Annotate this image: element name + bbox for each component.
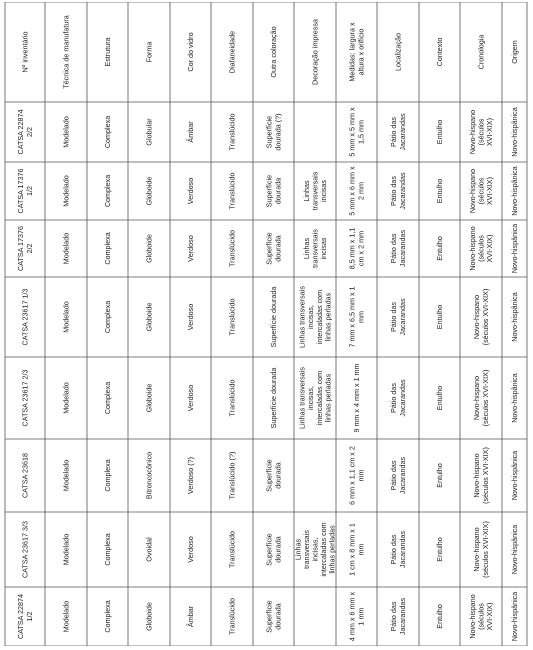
text-line: Globular [144, 118, 154, 146]
table-cell [145, 602, 154, 631]
text-line: Linhas transversais [297, 286, 307, 348]
table-cell [21, 453, 30, 498]
table-cell [62, 301, 71, 333]
text-line: dourada [273, 603, 283, 630]
table-cell [186, 536, 195, 562]
table-cell [186, 605, 195, 627]
table-cell [228, 380, 237, 417]
text-line: CATSA 23617 1/3 [20, 288, 30, 346]
text-line: transversais [310, 229, 320, 268]
text-line: CATSA 23617 3/3 [20, 520, 30, 579]
text-line: Outra coloração [269, 26, 279, 78]
text-line: cm x 2 mm [356, 230, 366, 267]
text-line: Jacarandas [397, 298, 407, 336]
text-line: transversais [301, 530, 311, 569]
text-line: 5 mm x 5 mm x [347, 107, 357, 157]
text-line: Novo-hispânica [510, 107, 520, 157]
table-cell [389, 531, 407, 569]
table-cell [265, 175, 283, 207]
text-line: Pátio das [389, 302, 399, 332]
text-line: intercaladas com [319, 522, 329, 577]
table-cell [510, 107, 519, 157]
text-line: Complexa [103, 174, 113, 208]
text-line: 4 mm x 6 mm x [347, 591, 357, 642]
text-line: Pátio das [389, 460, 399, 491]
table-cell [510, 451, 519, 501]
text-line: Novo-hispano [472, 527, 482, 572]
text-line: Translúcido [227, 598, 237, 635]
text-line: Modelado [61, 175, 71, 207]
text-line: Estrutura [103, 37, 113, 67]
table-cell [186, 235, 195, 261]
text-line: Entulho [435, 463, 445, 488]
text-line: Translúcido [227, 531, 237, 568]
text-line: XVI-XIX) [485, 177, 495, 205]
text-line: Jacarandas [397, 379, 407, 417]
text-line: Superfície [264, 174, 274, 208]
text-line: Novo-hispânica [510, 524, 520, 575]
text-line: Modelado [61, 116, 71, 148]
text-line: CATSA 17376 [16, 225, 26, 272]
text-line: Forma [144, 41, 154, 63]
text-line: linhas perladas [327, 525, 337, 574]
text-line: Contexto [435, 37, 445, 67]
table-cell [468, 594, 494, 638]
table-cell [348, 166, 366, 216]
table-cell [228, 598, 237, 635]
table-cell [21, 369, 30, 426]
text-line: Bitroncocônico [144, 451, 154, 500]
text-line: Modelado [61, 600, 71, 633]
table-cell [468, 226, 494, 270]
table-cell [62, 382, 71, 414]
table-cell [228, 114, 237, 151]
text-line: CATSA 22874 [16, 593, 26, 640]
column-header [348, 22, 366, 82]
text-line: Verdoso [186, 536, 196, 563]
text-line: Complexa [103, 381, 113, 415]
text-line: 2/2 [24, 127, 34, 137]
text-line: 7 mm x 6,5 mm x 1 [347, 286, 357, 348]
text-line: Âmbar [186, 605, 196, 628]
table-cell [389, 230, 407, 268]
text-line: (séculos [476, 118, 486, 146]
table-cell [62, 534, 71, 566]
text-line: Superfície dourada [269, 286, 279, 348]
text-line: (séculos XVI-XIX) [480, 447, 490, 504]
text-line: 1 cm x 8 mm x 1 [347, 523, 357, 576]
text-line: Verdoso [186, 384, 196, 412]
table-cell [145, 303, 154, 332]
text-line: Técnica de manufatura [61, 15, 71, 89]
table-cell [348, 228, 366, 270]
text-line: Complexa [103, 459, 113, 492]
table-cell [21, 521, 30, 578]
text-line: Pátio das [389, 176, 399, 206]
table-cell [472, 521, 490, 578]
text-line: XVI-XIX) [485, 234, 495, 263]
table-cell [389, 298, 407, 336]
text-line: Linhas [301, 237, 311, 260]
text-line: Superfície [264, 600, 274, 633]
table-cell [348, 446, 366, 505]
text-line: Verdoso (?) [186, 456, 196, 495]
text-line: Verdoso [186, 177, 196, 205]
table-cell [435, 386, 444, 410]
text-line: Translúcido [227, 379, 237, 417]
text-line: incisas, [310, 537, 320, 562]
table-cell [228, 531, 237, 568]
text-line: Complexa [103, 533, 113, 566]
table-cell [228, 452, 237, 500]
column-header [103, 37, 112, 66]
table-cell [352, 363, 361, 432]
table-cell [472, 370, 490, 427]
text-line: Globoide [144, 602, 154, 631]
text-line: Medidas: largura x [347, 22, 357, 82]
text-line: Linhas [293, 538, 303, 561]
table-cell [62, 116, 71, 148]
text-line: 9 mm x 4 mm x 1 mm [352, 363, 362, 433]
table-cell [103, 382, 112, 414]
text-line: XVI-XIX) [485, 118, 495, 146]
table-cell [389, 457, 407, 495]
table-cell [435, 179, 444, 203]
table-cell [293, 522, 336, 576]
table-cell [510, 166, 519, 216]
text-line: (séculos [476, 235, 486, 262]
text-line: (séculos XVI-XIX) [480, 521, 490, 578]
text-line: Jacarandas [397, 229, 407, 268]
text-line: Novo-hispano [467, 226, 477, 271]
table-cell [302, 229, 328, 268]
text-line: Entulho [435, 604, 445, 629]
table-cell [435, 305, 444, 329]
text-line: intercaladas com [314, 289, 324, 345]
text-line: Localização [393, 33, 403, 71]
column-header [435, 38, 444, 67]
table-cell [103, 459, 112, 491]
table-cell [186, 304, 195, 330]
text-line: Novo-hispânica [510, 166, 520, 216]
text-line: Modelado [61, 301, 71, 333]
table-cell [62, 233, 71, 265]
table-cell [389, 379, 407, 417]
text-line: Entulho [435, 385, 445, 411]
table-cell [265, 459, 283, 491]
text-line: Verdoso [186, 235, 196, 262]
table-cell [389, 113, 407, 151]
text-line: Superfície [264, 232, 274, 265]
text-line: Novo-hispânica [510, 223, 520, 274]
table-cell [298, 367, 333, 429]
text-line: Pátio das [389, 534, 399, 565]
text-line: Novo-hispânica [510, 292, 520, 342]
text-line: Globoide [144, 383, 154, 413]
column-header [186, 32, 195, 71]
table-cell [16, 226, 34, 271]
text-line: 2 mm [356, 182, 366, 200]
table-cell [62, 460, 71, 492]
table-cell [145, 118, 154, 146]
column-header [21, 32, 30, 73]
column-header [228, 31, 237, 73]
table-cell [389, 172, 407, 210]
text-line: 1 mm [356, 607, 366, 626]
text-line: Pátio das [389, 117, 399, 147]
text-line: Pátio das [389, 233, 399, 264]
table-cell [145, 384, 154, 413]
table-cell [298, 286, 333, 348]
table-cell [510, 292, 519, 342]
text-line: dourada [273, 235, 283, 262]
text-line: 1,5 mm [356, 120, 366, 144]
text-line: CATSA 17376 [16, 168, 26, 214]
text-line: linhas perladas [323, 373, 333, 423]
table-cell [389, 598, 407, 636]
table-cell [103, 116, 112, 148]
text-line: Entulho [435, 119, 445, 145]
table-cell [435, 236, 444, 260]
text-line: Modelado [61, 533, 71, 566]
text-line: dourada [273, 536, 283, 563]
text-line: mm [356, 469, 366, 482]
text-line: Translúcido [227, 113, 237, 151]
text-line: 2/2 [24, 243, 34, 254]
text-line: Superfície [264, 459, 274, 492]
text-line: Superfície dourada [269, 367, 279, 429]
text-line: 1/2 [24, 611, 34, 622]
table-cell [16, 168, 34, 213]
text-line: Complexa [103, 300, 113, 334]
text-line: Modelado [61, 232, 71, 265]
text-line: Verdoso [186, 303, 196, 331]
text-line: Entulho [435, 537, 445, 562]
text-line: CATSA 23618 [20, 452, 30, 499]
table-cell [16, 109, 34, 154]
text-line: XVI-XIX) [485, 602, 495, 631]
text-line: mm [356, 311, 366, 323]
text-line: (séculos [476, 603, 486, 630]
text-line: Novo-hispano [472, 294, 482, 340]
table-cell [269, 287, 278, 348]
text-line: dourada [273, 177, 283, 205]
text-line: Translúcido (?) [227, 451, 237, 500]
text-line: Novo-hispânica [510, 373, 520, 423]
table-cell [62, 601, 71, 633]
text-line: Novo-hispano [467, 168, 477, 214]
text-line: Translúcido [227, 298, 237, 336]
table-cell [103, 301, 112, 333]
table-cell [186, 178, 195, 204]
table-cell [103, 232, 112, 264]
text-line: Globoide [144, 302, 154, 332]
column-header [269, 26, 278, 77]
text-line: Translúcido [227, 230, 237, 267]
text-line: 8,5 mm x 1,1 [347, 227, 357, 270]
text-line: Linhas transversais [297, 367, 307, 429]
text-line: 1/2 [24, 186, 34, 196]
text-line: CATSA 23617 2/3 [20, 369, 30, 427]
text-line: Nº inventário [20, 31, 30, 73]
table-cell [145, 537, 154, 562]
text-line: incisas, [306, 305, 316, 329]
table-cell [472, 447, 490, 504]
table-cell [468, 169, 494, 213]
table-cell [103, 600, 112, 632]
text-line: Translúcido [227, 172, 237, 210]
column-header [394, 33, 403, 71]
text-line: Modelado [61, 459, 71, 492]
text-line: 6 mm x 1,1 cm x 2 [347, 446, 357, 505]
table-cell [468, 110, 494, 154]
text-line: Superfície [264, 115, 274, 149]
text-line: (séculos XVI-XIX) [480, 288, 490, 346]
text-line: Cor do vidro [186, 32, 196, 72]
text-line: incisas, [306, 386, 316, 410]
text-line: intercaladas com [314, 370, 324, 426]
column-header [311, 19, 320, 85]
table-cell [16, 594, 34, 639]
table-cell [265, 113, 283, 150]
table-cell [435, 463, 444, 487]
text-line: Pátio das [389, 601, 399, 632]
table-cell [348, 286, 366, 347]
text-line: Globoide [144, 234, 154, 263]
table-cell [348, 523, 366, 576]
inventory-table-svg [3, 2, 529, 646]
table-cell [145, 177, 154, 206]
text-line: Complexa [103, 600, 113, 633]
text-line: Entulho [435, 304, 445, 330]
text-line: Complexa [103, 232, 113, 265]
text-line: altura x orifício [356, 28, 366, 76]
table-cell [510, 224, 519, 274]
table-cell [510, 525, 519, 575]
table-cell [186, 121, 195, 143]
table-cell [228, 173, 237, 210]
text-line: CATSA 22874 [16, 109, 26, 155]
table-cell [510, 592, 519, 642]
text-line: Novo-hispano [472, 375, 482, 421]
table-cell [21, 288, 30, 345]
text-line: Âmbar [186, 121, 196, 143]
table-cell [269, 368, 278, 429]
column-header [62, 15, 71, 89]
table-cell [103, 175, 112, 207]
table-cell [348, 592, 366, 642]
text-line: incisas [319, 180, 329, 202]
column-header [145, 42, 154, 63]
text-line: (séculos XVI-XIX) [480, 369, 490, 427]
text-line: Jacarandas [397, 597, 407, 636]
text-line: Modelado [61, 382, 71, 414]
rotated-table [3, 2, 529, 646]
table-cell [302, 171, 328, 210]
table-cell [435, 120, 444, 144]
column-header [477, 35, 486, 70]
text-line: incisas [319, 237, 329, 260]
table-cell [228, 299, 237, 336]
table-cell [62, 175, 71, 207]
text-line: dourada [273, 462, 283, 489]
table-cell [435, 537, 444, 561]
text-line: Novo-hispânica [510, 450, 520, 501]
text-line: Linhas [301, 180, 311, 202]
text-line: Diafaneidade [227, 30, 237, 74]
text-line: 5 mm x 6 mm x [347, 166, 357, 216]
text-line: transversais [310, 171, 320, 211]
table-cell [265, 232, 283, 264]
table-cell [145, 452, 154, 499]
column-header [510, 40, 519, 64]
table-cell [228, 230, 237, 267]
text-line: Origem [510, 40, 520, 64]
table-cell [265, 600, 283, 632]
table-cell [186, 385, 195, 411]
table-cell [348, 107, 366, 157]
table-cell [472, 289, 490, 346]
text-line: Entulho [435, 178, 445, 204]
text-line: Novo-hispano [467, 594, 477, 639]
table-cell [265, 533, 283, 565]
table-cell [510, 373, 519, 423]
table-cell [145, 234, 154, 263]
text-line: Decoração impressa [310, 19, 320, 85]
text-line: Ovoidal [144, 537, 154, 562]
text-line: Novo-hispânica [510, 591, 520, 642]
table-cell [103, 533, 112, 565]
text-line: Globoide [144, 176, 154, 206]
text-line: Novo-hispano [467, 109, 477, 155]
text-line: Pátio das [389, 383, 399, 413]
text-line: mm [356, 543, 366, 556]
table-cell [186, 457, 195, 494]
text-line: (séculos [476, 177, 486, 205]
text-line: Jacarandas [397, 456, 407, 495]
text-line: Jacarandas [397, 530, 407, 569]
text-line: Cronologia [476, 34, 486, 70]
text-line: Novo-hispano [472, 453, 482, 498]
text-line: Jacarandas [397, 113, 407, 151]
text-line: linhas perladas [323, 292, 333, 342]
text-line: Jacarandas [397, 172, 407, 210]
text-line: Superfície [264, 533, 274, 566]
text-line: Entulho [435, 236, 445, 261]
table-cell [435, 604, 444, 628]
text-line: Complexa [103, 115, 113, 149]
text-line: dourada (?) [273, 113, 283, 151]
